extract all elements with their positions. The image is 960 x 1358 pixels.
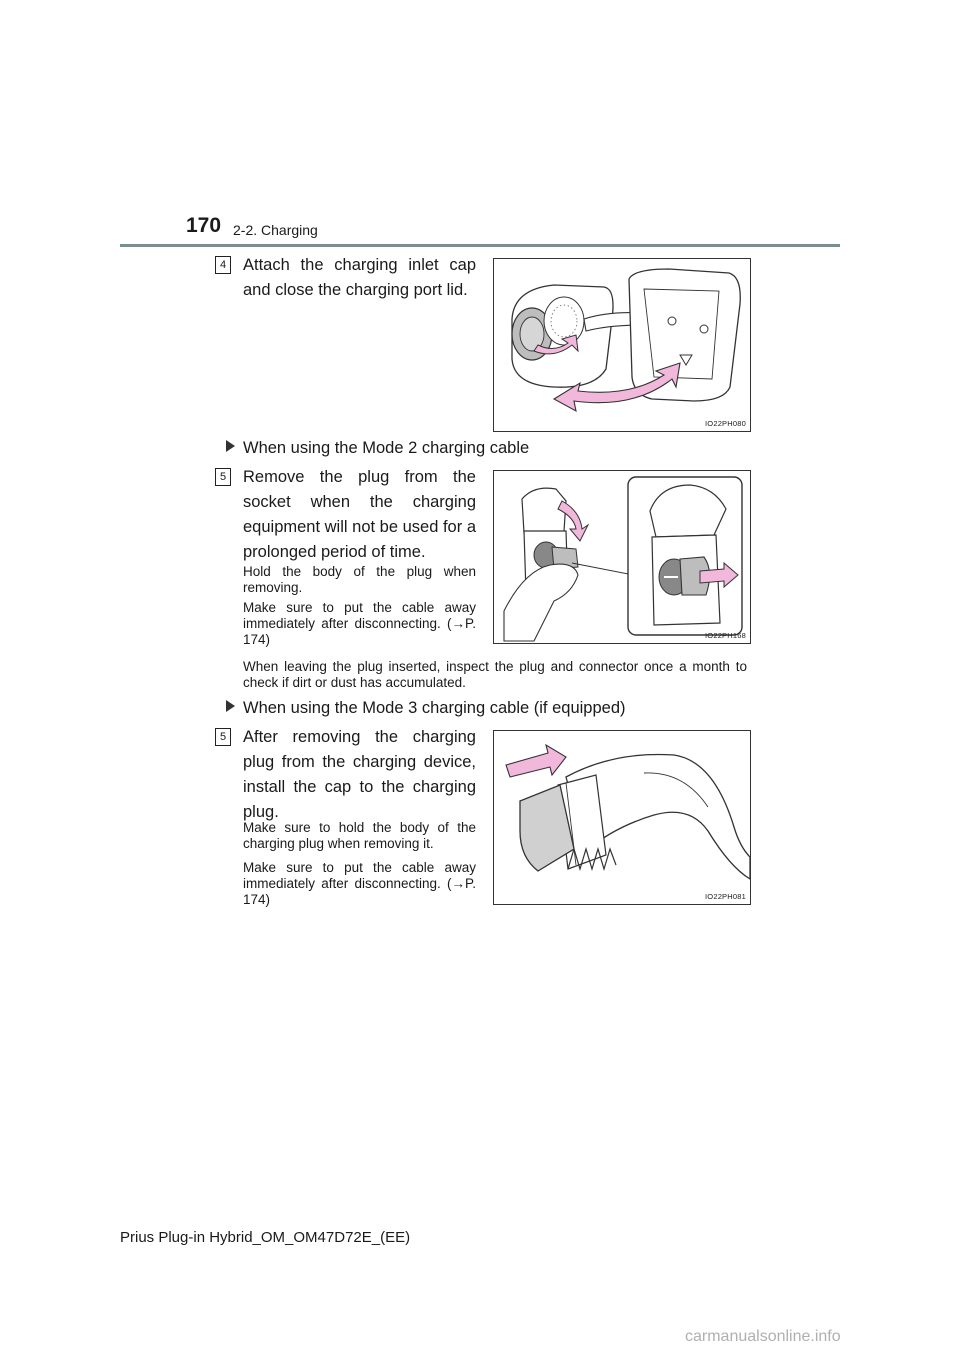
- heading-mode3-text: When using the Mode 3 charging cable (if equipped): [243, 699, 626, 717]
- step-note: Make sure to put the cable away immediately after disconnecting. (→P. 174): [243, 860, 476, 907]
- step-text: Attach the charging inlet cap and close the charging port lid.: [243, 256, 476, 299]
- footer-text: Prius Plug-in Hybrid_OM_OM47D72E_(EE): [120, 1229, 411, 1246]
- triangle-bullet-icon: [226, 700, 235, 712]
- step-number-box: 4: [215, 256, 231, 274]
- step-text: Remove the plug from the socket when the charging equipment will not be used for a prolonged period of time.: [243, 468, 476, 561]
- section-title: 2-2. Charging: [233, 222, 318, 238]
- step-text: After removing the charging plug from the charging device, install the cap to the charging plug.: [243, 728, 476, 821]
- install-cap-illustration: [494, 731, 750, 904]
- header-rule: [120, 244, 840, 247]
- watermark: carmanualsonline.info: [685, 1328, 841, 1345]
- figure-charging-port-lid: [493, 258, 751, 432]
- step-note: Make sure to put the cable away immediately after disconnecting. (→P. 174): [243, 600, 476, 647]
- step-note: Make sure to hold the body of the charging plug when removing it.: [243, 820, 476, 851]
- heading-mode3: [226, 697, 626, 719]
- step-number-box: 5: [215, 728, 231, 746]
- heading-mode2: [226, 437, 529, 459]
- step-note: Hold the body of the plug when removing.: [243, 564, 476, 595]
- figure-install-cap: [493, 730, 751, 905]
- page-number: 170: [186, 214, 222, 237]
- charging-port-illustration: [494, 259, 750, 431]
- figure-code: IO22PH168: [705, 631, 746, 640]
- step-number-box: 5: [215, 468, 231, 486]
- mode2-note: When leaving the plug inserted, inspect the plug and connector once a month to check if dirt or dust has accumulated.: [243, 659, 747, 690]
- figure-code: IO22PH080: [705, 419, 746, 428]
- triangle-bullet-icon: [226, 440, 235, 452]
- heading-mode2-text: When using the Mode 2 charging cable: [243, 439, 530, 457]
- figure-remove-plug: [493, 470, 751, 644]
- figure-code: IO22PH081: [705, 892, 746, 901]
- remove-plug-illustration: [494, 471, 750, 643]
